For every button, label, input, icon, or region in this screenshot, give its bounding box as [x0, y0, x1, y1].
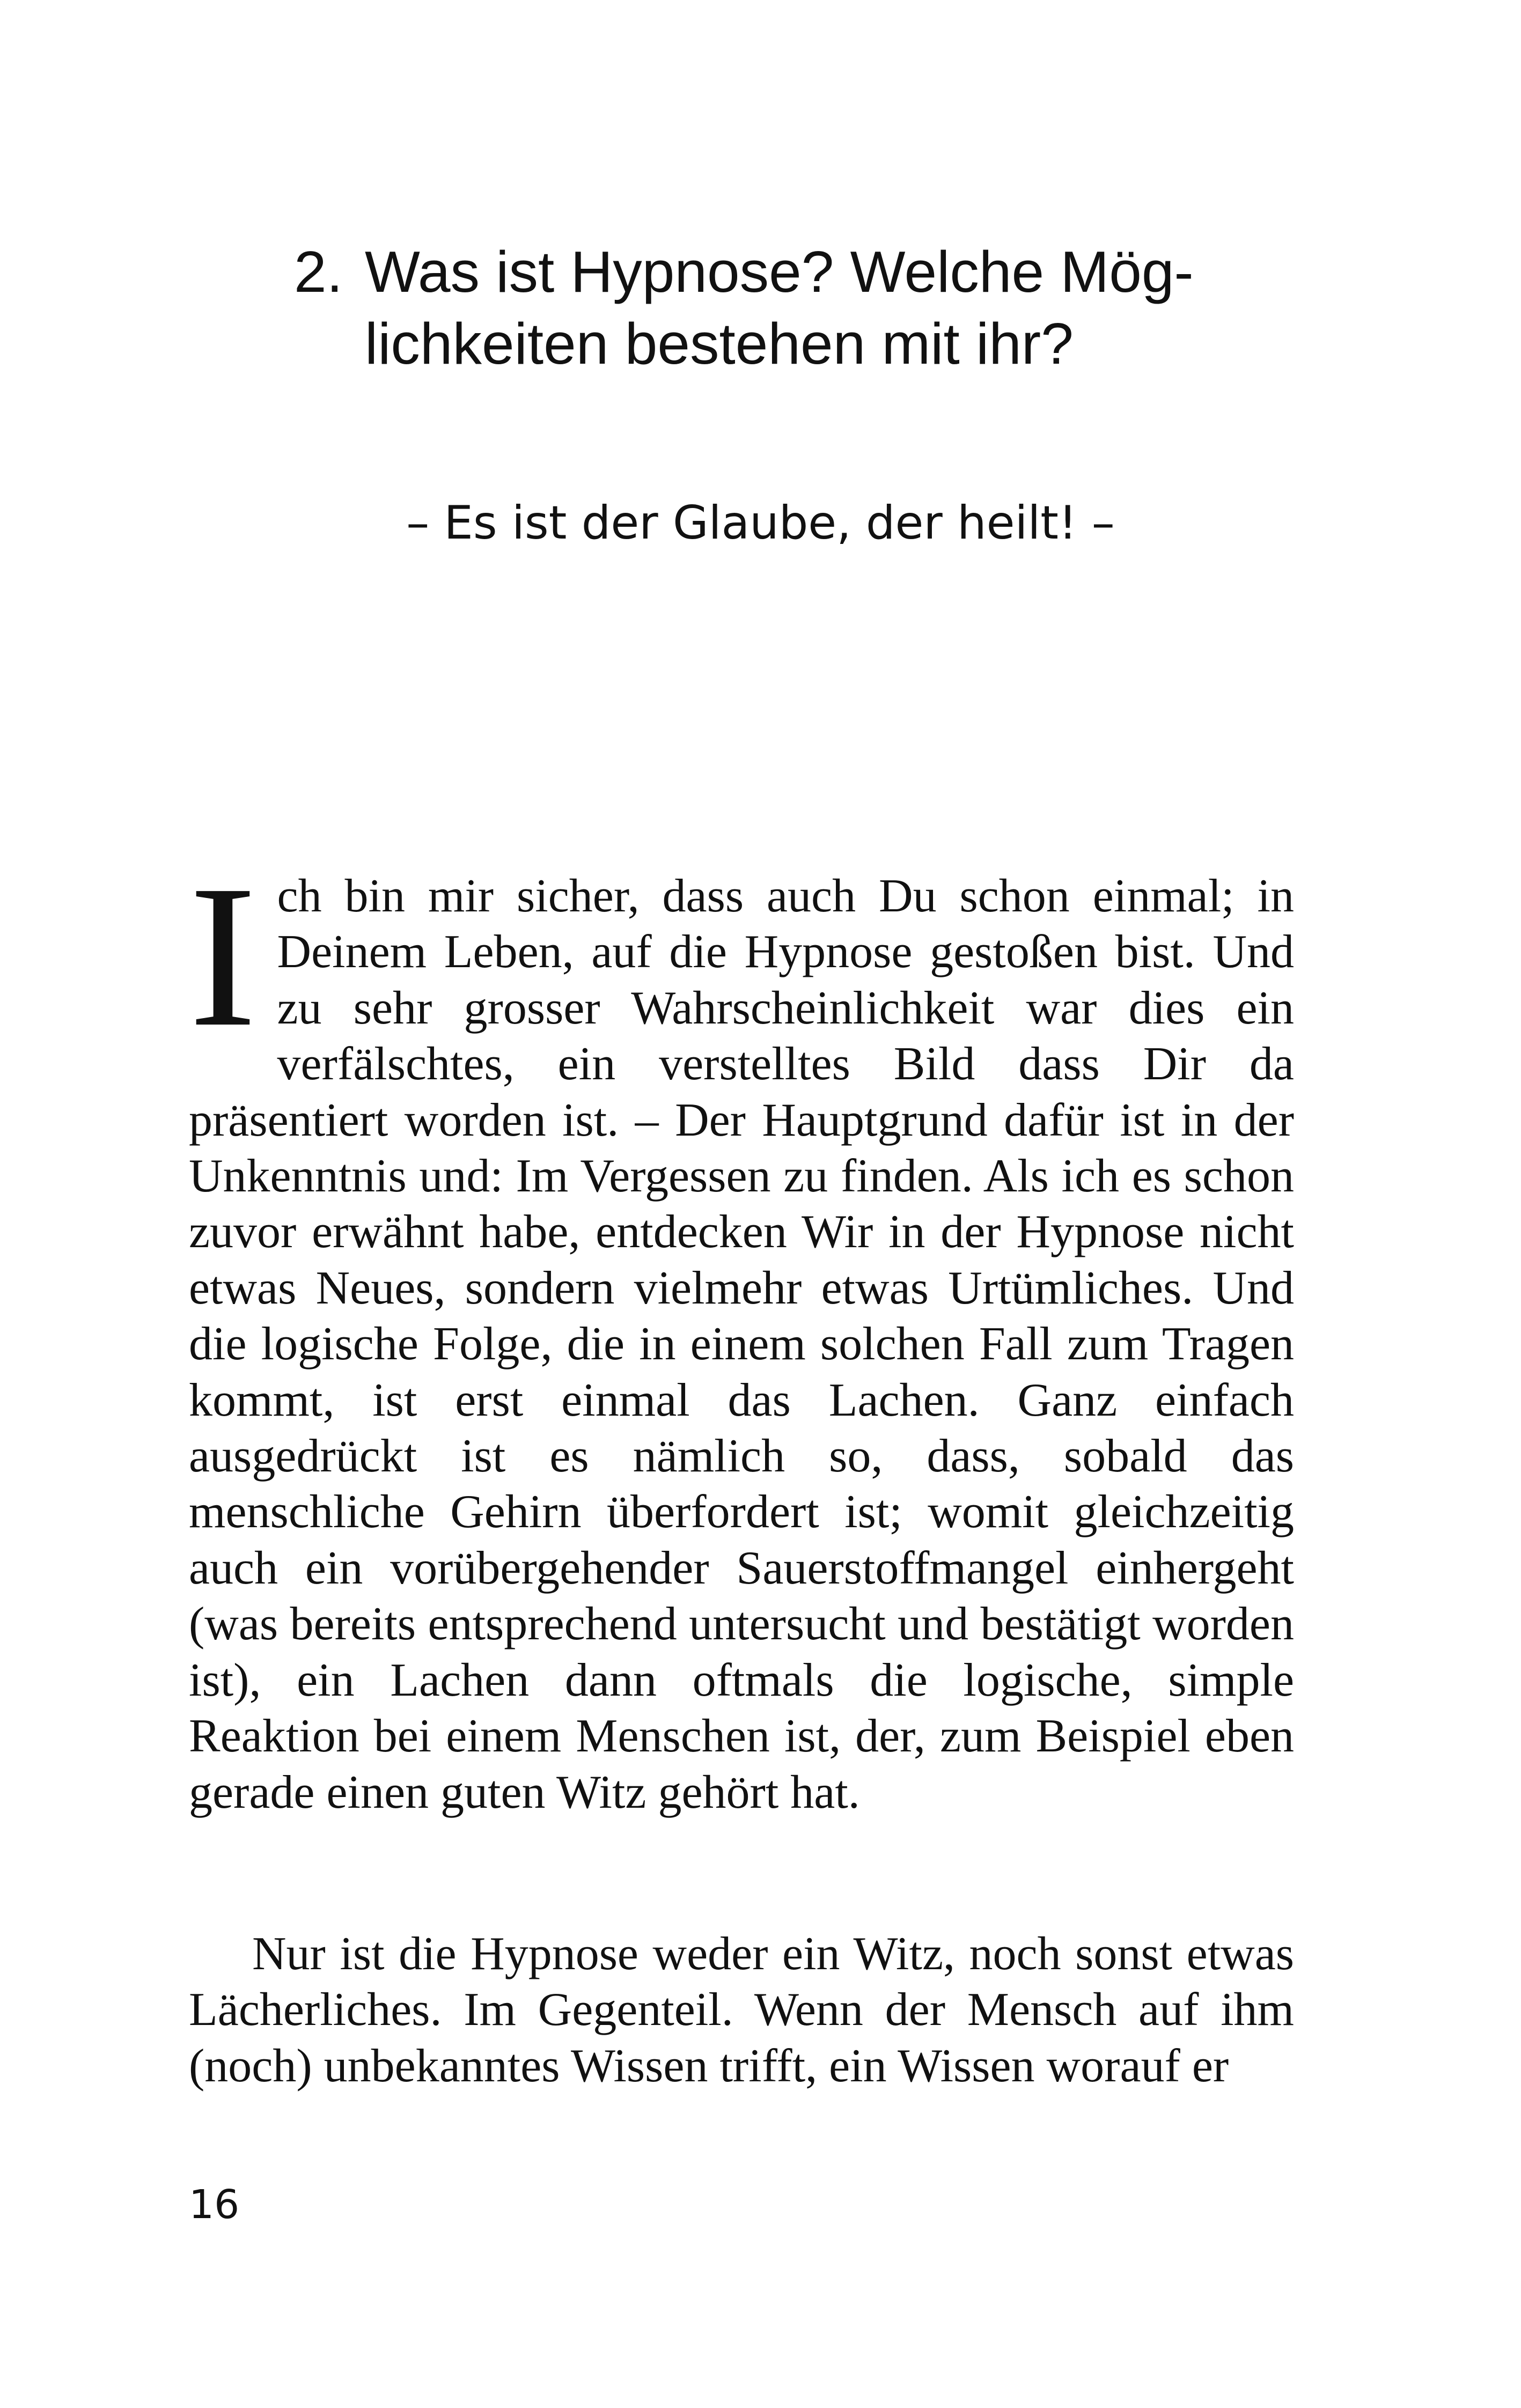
paragraph-1-text: ch bin mir sicher, dass auch Du schon einmal; in Deinem Leben, auf die Hypnose gestoßen bist. Und zu sehr grosser Wahrscheinlichkeit war dies ein verfälschtes, ein verstelltes Bild dass Dir da präsentiert worden ist. – Der Hauptgrund dafür ist in der Unkenntnis und: Im Vergessen zu finden. Als ich es schon zuvor erwähnt habe, entdecken Wir in der Hypnose nicht etwas Neues, sondern vielmehr etwas Urtümliches. Und die logische Folge, die in einem solchen Fall zum Tragen kommt, ist erst einmal das Lachen. Ganz einfach ausgedrückt ist es nämlich so, dass, sobald das menschliche Gehirn überfordert ist; womit gleichzeitig auch ein vorübergehender Sauerstoffmangel einhergeht (was bereits entsprechend untersucht und bestätigt worden ist), ein Lachen dann oftmals die logische, simple Reaktion bei einem Menschen ist, der, zum Beispiel eben gerade einen guten Witz gehört hat.: [189, 870, 1294, 1818]
drop-cap: I: [189, 843, 257, 1069]
epigraph: – Es ist der Glaube, der heilt! –: [406, 496, 1115, 550]
chapter-title-line-2: lichkeiten bestehen mit ihr?: [365, 311, 1074, 377]
chapter-title-line-1: Was ist Hypnose? Welche Mög-: [365, 239, 1194, 305]
body-paragraph-2: Nur ist die Hypnose weder ein Witz, noch sonst etwas Lächerliches. Im Gegenteil. Wenn der Mensch auf ihm (noch) unbekanntes Wissen trifft, ein Wissen worauf er: [189, 1928, 1294, 2092]
body-paragraph-1: [189, 843, 1294, 1821]
chapter-title: [294, 236, 1313, 380]
chapter-number: 2.: [294, 239, 343, 305]
page-number: 16: [189, 2182, 240, 2228]
